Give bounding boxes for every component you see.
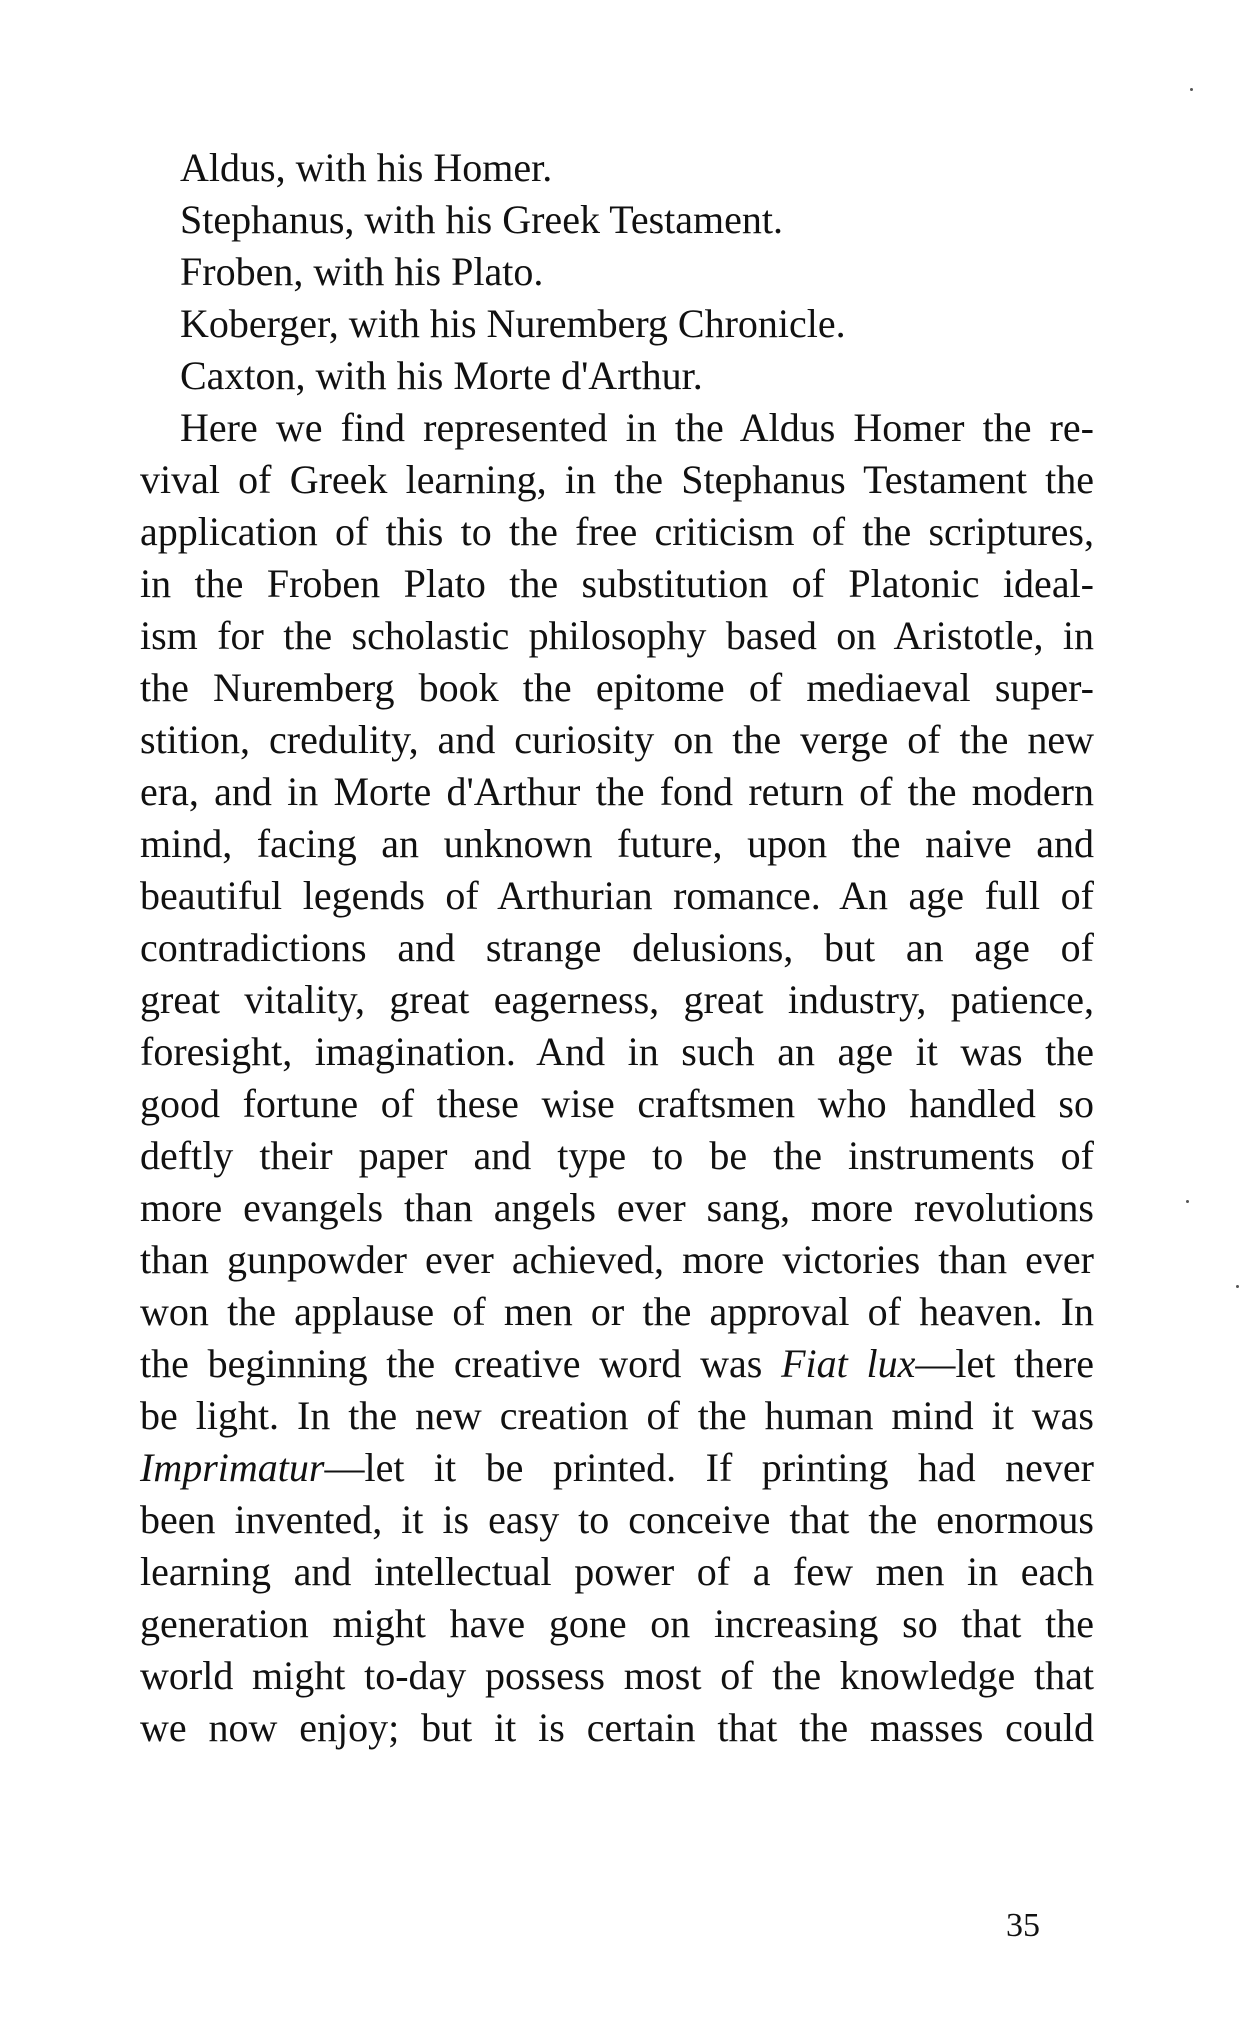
paragraph-line: be light. In the new creation of the human mind it was [140, 1393, 1094, 1438]
paragraph-line: in the Froben Plato the substitution of Platonic ideal- [140, 561, 1094, 606]
paragraph-line-fiat-lux [140, 1338, 1094, 1390]
paragraph-line: great vitality, great eagerness, great industry, patience, [140, 977, 1094, 1022]
paragraph-line: than gunpowder ever achieved, more victories than ever [140, 1237, 1094, 1282]
italic-phrase: Fiat lux [781, 1341, 916, 1386]
paragraph-line: world might to-day possess most of the knowledge that [140, 1653, 1094, 1698]
paragraph-line: vival of Greek learning, in the Stephanus Testament the [140, 457, 1094, 502]
page-number: 35 [1006, 1907, 1040, 1944]
italic-phrase: Imprimatur [140, 1445, 325, 1490]
paragraph-line: foresight, imagination. And in such an age it was the [140, 1029, 1094, 1074]
paragraph-line: contradictions and strange delusions, but an age of [140, 925, 1094, 970]
paper-speck [1190, 88, 1193, 91]
list-item: Aldus, with his Homer. [180, 145, 553, 190]
paper-speck [1236, 1285, 1239, 1288]
paragraph-line: the Nuremberg book the epitome of mediaeval super- [140, 665, 1094, 710]
paragraph-line: application of this to the free criticism of the scriptures, [140, 509, 1094, 554]
paragraph-line: deftly their paper and type to be the instruments of [140, 1133, 1094, 1178]
list-item: Stephanus, with his Greek Testament. [180, 197, 784, 242]
paragraph-line: won the applause of men or the approval of heaven. In [140, 1289, 1094, 1334]
paragraph-text: the beginning the creative word was [140, 1341, 782, 1386]
paragraph-line: era, and in Morte d'Arthur the fond return of the modern [140, 769, 1094, 814]
list-item: Froben, with his Plato. [180, 249, 544, 294]
page-text [140, 142, 1094, 1754]
paragraph-text: —let there [915, 1341, 1094, 1386]
paragraph-line: beautiful legends of Arthurian romance. An age full of [140, 873, 1094, 918]
paragraph-line: we now enjoy; but it is certain that the masses could [140, 1705, 1094, 1750]
paragraph-line: mind, facing an unknown future, upon the naive and [140, 821, 1094, 866]
paragraph-text: —let it be printed. If printing had never [324, 1445, 1094, 1490]
list-item: Caxton, with his Morte d'Arthur. [180, 353, 703, 398]
paragraph-line: learning and intellectual power of a few men in each [140, 1549, 1094, 1594]
paragraph-line: generation might have gone on increasing so that the [140, 1601, 1094, 1646]
paper-speck [1186, 1200, 1189, 1203]
paragraph-line: Here we find represented in the Aldus Homer the re- [180, 405, 1094, 450]
printers-list [140, 142, 1094, 402]
list-item: Koberger, with his Nuremberg Chronicle. [180, 301, 846, 346]
paragraph-line: ism for the scholastic philosophy based on Aristotle, in [140, 613, 1094, 658]
body-paragraph [140, 402, 1094, 1754]
paragraph-line: been invented, it is easy to conceive that the enormous [140, 1497, 1094, 1542]
paragraph-line: stition, credulity, and curiosity on the verge of the new [140, 717, 1094, 762]
paragraph-line: more evangels than angels ever sang, more revolutions [140, 1185, 1094, 1230]
paragraph-line-imprimatur [140, 1442, 1094, 1494]
paragraph-line: good fortune of these wise craftsmen who handled so [140, 1081, 1094, 1126]
